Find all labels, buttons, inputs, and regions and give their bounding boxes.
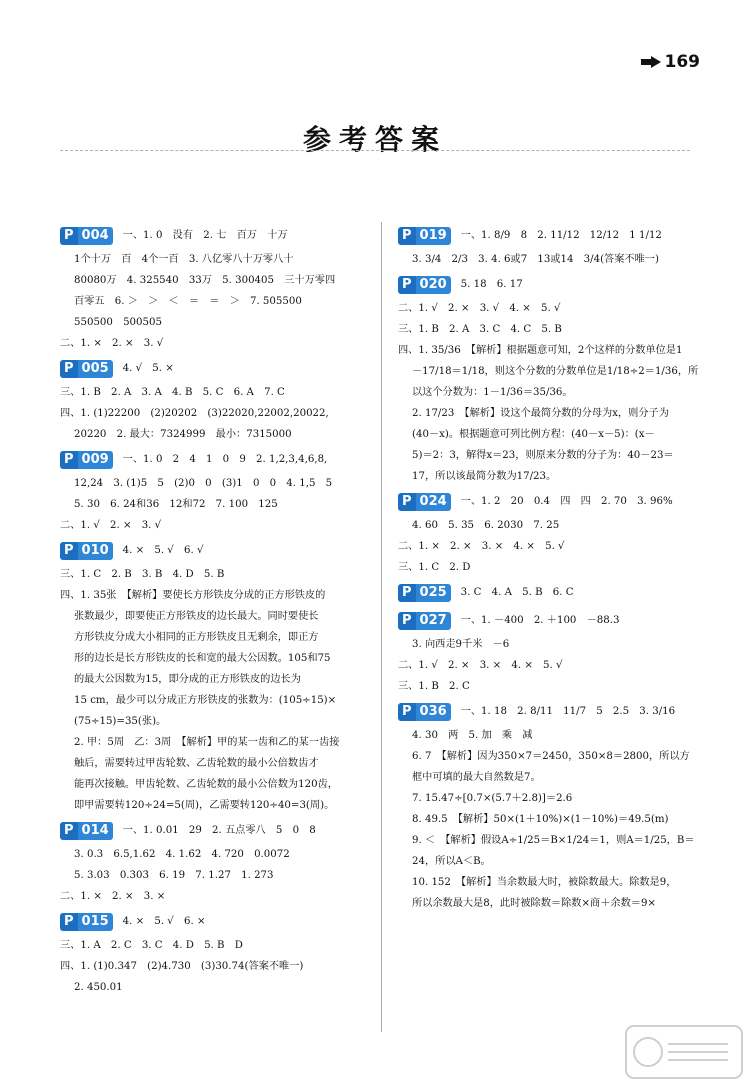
answer-line: [398, 404, 708, 425]
answer-text: 三、1. C 2. D: [398, 562, 471, 574]
answer-line: [398, 446, 708, 467]
answer-line: [398, 362, 708, 383]
answer-text: 一、1. 0 没有 2. 七 百万 十万: [122, 229, 288, 241]
badge-number: 020: [416, 276, 451, 294]
answer-line: [398, 488, 708, 516]
page-ref-badge: [398, 584, 451, 602]
answer-text: 一、1. 0.01 29 2. 五点零八 5 0 8: [122, 824, 316, 836]
answer-line: [398, 831, 708, 852]
answer-text: 2. 17/23 【解析】设这个最简分数的分母为x，则分子为: [412, 408, 669, 420]
answer-text: 550500 500505: [74, 317, 162, 329]
answer-line: [398, 558, 708, 579]
answer-line: [60, 355, 370, 383]
answer-line: [398, 810, 708, 831]
watermark-logo: [624, 1022, 744, 1082]
badge-number: 004: [78, 227, 113, 245]
badge-number: 036: [416, 703, 451, 721]
answer-line: [60, 495, 370, 516]
answer-text: 一、1. 8/9 8 2. 11/12 12/12 1 1/12: [460, 229, 662, 241]
answer-text: 5. 3.03 0.3̇03̇ 6. 19 7. 1.2̇7̇ 1. 273: [74, 870, 274, 882]
answer-line: [398, 656, 708, 677]
answer-line: [398, 341, 708, 362]
page-ref-badge: [60, 360, 113, 378]
answer-text: 5. 30 6. 24和36 12和72 7. 100 125: [74, 499, 278, 511]
answer-text: 12,24 3. (1)5 5 (2)0 0 (3)1 0 0 4. 1,5 5: [74, 478, 333, 490]
answer-text: 三、1. C 2. B 3. B 4. D 5. B: [60, 569, 225, 581]
answer-text: 6. 7 【解析】因为350×7＝2450，350×8＝2800，所以方: [412, 751, 690, 763]
answer-line: [60, 446, 370, 474]
answer-text: 24，所以A＜B。: [412, 856, 491, 868]
answer-line: [398, 873, 708, 894]
badge-p-icon: P: [398, 703, 416, 721]
answer-line: [398, 425, 708, 446]
page-ref-badge: [398, 703, 451, 721]
answer-text: 二、1. × 2. × 3. × 4. × 5. √: [398, 541, 565, 553]
badge-p-icon: P: [60, 451, 78, 469]
answer-line: [398, 747, 708, 768]
badge-p-icon: P: [60, 542, 78, 560]
answer-text: 三、1. A 2. C 3. C 4. D 5. B D: [60, 940, 243, 952]
answer-text: 触后，需要转过甲齿轮数、乙齿轮数的最小公倍数齿才: [74, 758, 319, 770]
answer-text: 10. 152 【解析】当余数最大时，被除数最大。除数是9，: [412, 877, 677, 889]
answer-text: 2. 450.01: [74, 982, 123, 994]
answer-line: [60, 607, 370, 628]
badge-p-icon: P: [60, 360, 78, 378]
answer-text: 5)＝2：3，解得x＝23，则原来分数的分子为：40－23＝: [412, 450, 674, 462]
answer-line: [60, 250, 370, 271]
answer-text: 2. 甲：5周 乙：3周 【解析】甲的某一齿和乙的某一齿接: [74, 737, 340, 749]
page-ref-badge: [398, 612, 451, 630]
answer-line: [60, 334, 370, 355]
answer-text: 9. ＜ 【解析】假设A÷1/25＝B×1/24＝1，则A＝1/25，B＝: [412, 835, 695, 847]
answer-text: 一、1. 18 2. 8/11 11/7 5 2.5 3. 3/16: [460, 705, 676, 717]
answer-line: [398, 250, 708, 271]
badge-number: 024: [416, 493, 451, 511]
page-ref-badge: [60, 822, 113, 840]
answer-text: 三、1. B 2. A 3. C 4. C 5. B: [398, 324, 562, 336]
right-column: [398, 222, 708, 915]
answer-text: 4. 60 5. 35 6. 2030 7. 25: [412, 520, 560, 532]
badge-number: 025: [416, 584, 451, 602]
answer-text: 形的边长是长方形铁皮的长和宽的最大公因数。105和75: [74, 653, 331, 665]
answer-text: 17，所以该最简分数为17/23。: [412, 471, 557, 483]
answer-text: 百零五 6. ＞ ＞ ＜ ＝ ＝ ＞ 7. 505500: [74, 296, 302, 308]
page-ref-badge: [398, 227, 451, 245]
answer-line: [60, 537, 370, 565]
answer-line: [60, 866, 370, 887]
answer-text: 二、1. √ 2. × 3. √ 4. × 5. √: [398, 303, 561, 315]
answer-text: 一、1. 0 2 4 1 0 9 2. 1,2,3,4,6,8,: [122, 453, 328, 465]
answer-text: 即甲需要转120÷24=5(周)，乙需要转120÷40=3(周)。: [74, 800, 335, 812]
answer-line: [398, 579, 708, 607]
answer-line: [60, 474, 370, 495]
answer-line: [398, 789, 708, 810]
answer-line: [60, 404, 370, 425]
badge-p-icon: P: [398, 612, 416, 630]
answer-text: 四、1. (1)0.347 (2)4.730 (3)30.74(答案不唯一): [60, 961, 304, 973]
answer-line: [60, 670, 370, 691]
answer-text: 三、1. B 2. A 3. A 4. B 5. C 6. A 7. C: [60, 387, 285, 399]
answer-text: 3. C 4. A 5. B 6. C: [460, 586, 574, 598]
answer-text: 8. 49.5 【解析】50×(1＋10%)×(1－10%)＝49.5(m): [412, 814, 669, 826]
page-ref-badge: [60, 451, 113, 469]
answer-line: [398, 271, 708, 299]
answer-text: 15 cm，最少可以分成正方形铁皮的张数为：(105÷15)×: [74, 695, 337, 707]
answer-text: 1个十万 百 4个一百 3. 八亿零八十万零八十: [74, 254, 294, 266]
page-ref-badge: [60, 542, 113, 560]
answer-line: [60, 313, 370, 334]
page-title: 参考答案: [302, 123, 447, 156]
answer-text: 80080万 4. 325540 33万 5. 300405 三十万零四: [74, 275, 336, 287]
answer-line: [398, 222, 708, 250]
answer-line: [398, 726, 708, 747]
answer-text: 以这个分数为：1－1/36＝35/36。: [412, 387, 573, 399]
answer-line: [398, 299, 708, 320]
answer-text: 四、1. (1)22200 (2)20202 (3)22020,22002,20022,: [60, 408, 329, 420]
answer-line: [398, 635, 708, 656]
answer-text: 二、1. × 2. × 3. ×: [60, 891, 166, 903]
answer-text: 张数最少，即要使正方形铁皮的边长最大。同时要使长: [74, 611, 319, 623]
answer-line: [398, 894, 708, 915]
arrow-right-icon: [641, 56, 661, 68]
answer-text: (75÷15)=35(张)。: [74, 716, 167, 728]
answer-line: [60, 222, 370, 250]
answer-line: [60, 383, 370, 404]
answer-text: －17/18＝1/18，则这个分数的分数单位是1/18÷2＝1/36，所: [412, 366, 699, 378]
column-divider: [381, 222, 382, 1032]
answer-line: [398, 607, 708, 635]
answer-line: [60, 271, 370, 292]
answer-line: [60, 586, 370, 607]
badge-p-icon: P: [398, 276, 416, 294]
answer-line: [60, 628, 370, 649]
answer-line: [398, 516, 708, 537]
answer-line: [60, 887, 370, 908]
badge-number: 014: [78, 822, 113, 840]
page-ref-badge: [398, 493, 451, 511]
answer-line: [60, 936, 370, 957]
answer-line: [60, 516, 370, 537]
answer-text: 4. × 5. √ 6. √: [122, 544, 204, 556]
answer-text: 二、1. × 2. × 3. √: [60, 338, 164, 350]
answer-line: [398, 677, 708, 698]
page-number-text: 169: [664, 52, 700, 72]
answer-text: 4. √ 5. ×: [122, 362, 174, 374]
answer-text: 框中可填的最大自然数是7。: [412, 772, 541, 784]
answer-line: [60, 817, 370, 845]
answer-line: [60, 957, 370, 978]
answer-text: 所以余数最大是8，此时被除数＝除数×商＋余数＝9×: [412, 898, 656, 910]
badge-number: 027: [416, 612, 451, 630]
answer-text: 7. 15.47÷[0.7×(5.7＋2.8)]＝2.6: [412, 793, 573, 805]
answer-text: 3. 0.3 6.5,1.62 4. 1.6̇2̇ 4. 720 0.0072: [74, 849, 290, 861]
badge-number: 005: [78, 360, 113, 378]
answer-line: [60, 754, 370, 775]
badge-p-icon: P: [60, 822, 78, 840]
answer-line: [60, 565, 370, 586]
answer-text: 三、1. B 2. C: [398, 681, 470, 693]
badge-p-icon: P: [398, 584, 416, 602]
answer-text: 一、1. 2 20 0.4 四 四 2. 70 3. 96%: [460, 495, 673, 507]
badge-number: 010: [78, 542, 113, 560]
badge-p-icon: P: [60, 227, 78, 245]
answer-line: [60, 978, 370, 999]
badge-number: 019: [416, 227, 451, 245]
left-column: [60, 222, 370, 999]
answer-line: [60, 425, 370, 446]
answer-text: 3. 3/4 2/3 3. 4. 6或7 13或14 3/4(答案不唯一): [412, 254, 659, 266]
title-underline: [60, 150, 690, 151]
answer-text: 四、1. 35/36 【解析】根据题意可知，2个这样的分数单位是1: [398, 345, 683, 357]
answer-line: [60, 649, 370, 670]
answer-line: [60, 908, 370, 936]
answer-line: [60, 733, 370, 754]
answer-text: 方形铁皮分成大小相同的正方形铁皮且无剩余，即正方: [74, 632, 319, 644]
page-ref-badge: [398, 276, 451, 294]
answer-text: 5. 18 6. 17: [460, 278, 523, 290]
page-ref-badge: [60, 227, 113, 245]
answer-text: 20220 2. 最大：7324999 最小：7315000: [74, 429, 292, 441]
answer-text: 4. × 5. √ 6. ×: [122, 915, 206, 927]
page-number: [641, 52, 701, 72]
answer-line: [398, 537, 708, 558]
answer-text: (40－x)。根据题意可列比例方程：(40－x－5)：(x－: [412, 429, 655, 441]
badge-p-icon: P: [60, 913, 78, 931]
badge-number: 009: [78, 451, 113, 469]
answer-line: [60, 691, 370, 712]
answer-text: 能再次接触。甲齿轮数、乙齿轮数的最小公倍数为120齿，: [74, 779, 338, 791]
badge-p-icon: P: [398, 493, 416, 511]
answer-line: [398, 467, 708, 488]
answer-text: 的最大公因数为15，即分成的正方形铁皮的边长为: [74, 674, 301, 686]
answer-line: [60, 796, 370, 817]
answer-line: [398, 383, 708, 404]
answer-text: 4. 30 两 5. 加 乘 减: [412, 730, 533, 742]
answer-text: 一、1. －400 2. ＋100 －88.3: [460, 614, 620, 626]
answer-line: [398, 320, 708, 341]
answer-text: 二、1. √ 2. × 3. × 4. × 5. √: [398, 660, 563, 672]
answer-line: [60, 845, 370, 866]
answer-line: [60, 775, 370, 796]
answer-text: 3. 向西走9千米 －6: [412, 639, 510, 651]
page-ref-badge: [60, 913, 113, 931]
badge-p-icon: P: [398, 227, 416, 245]
answer-line: [398, 852, 708, 873]
answer-text: 二、1. √ 2. × 3. √: [60, 520, 162, 532]
badge-number: 015: [78, 913, 113, 931]
answer-line: [398, 768, 708, 789]
answer-line: [60, 292, 370, 313]
answer-line: [398, 698, 708, 726]
answer-text: 四、1. 35张 【解析】要使长方形铁皮分成的正方形铁皮的: [60, 590, 326, 602]
answer-line: [60, 712, 370, 733]
